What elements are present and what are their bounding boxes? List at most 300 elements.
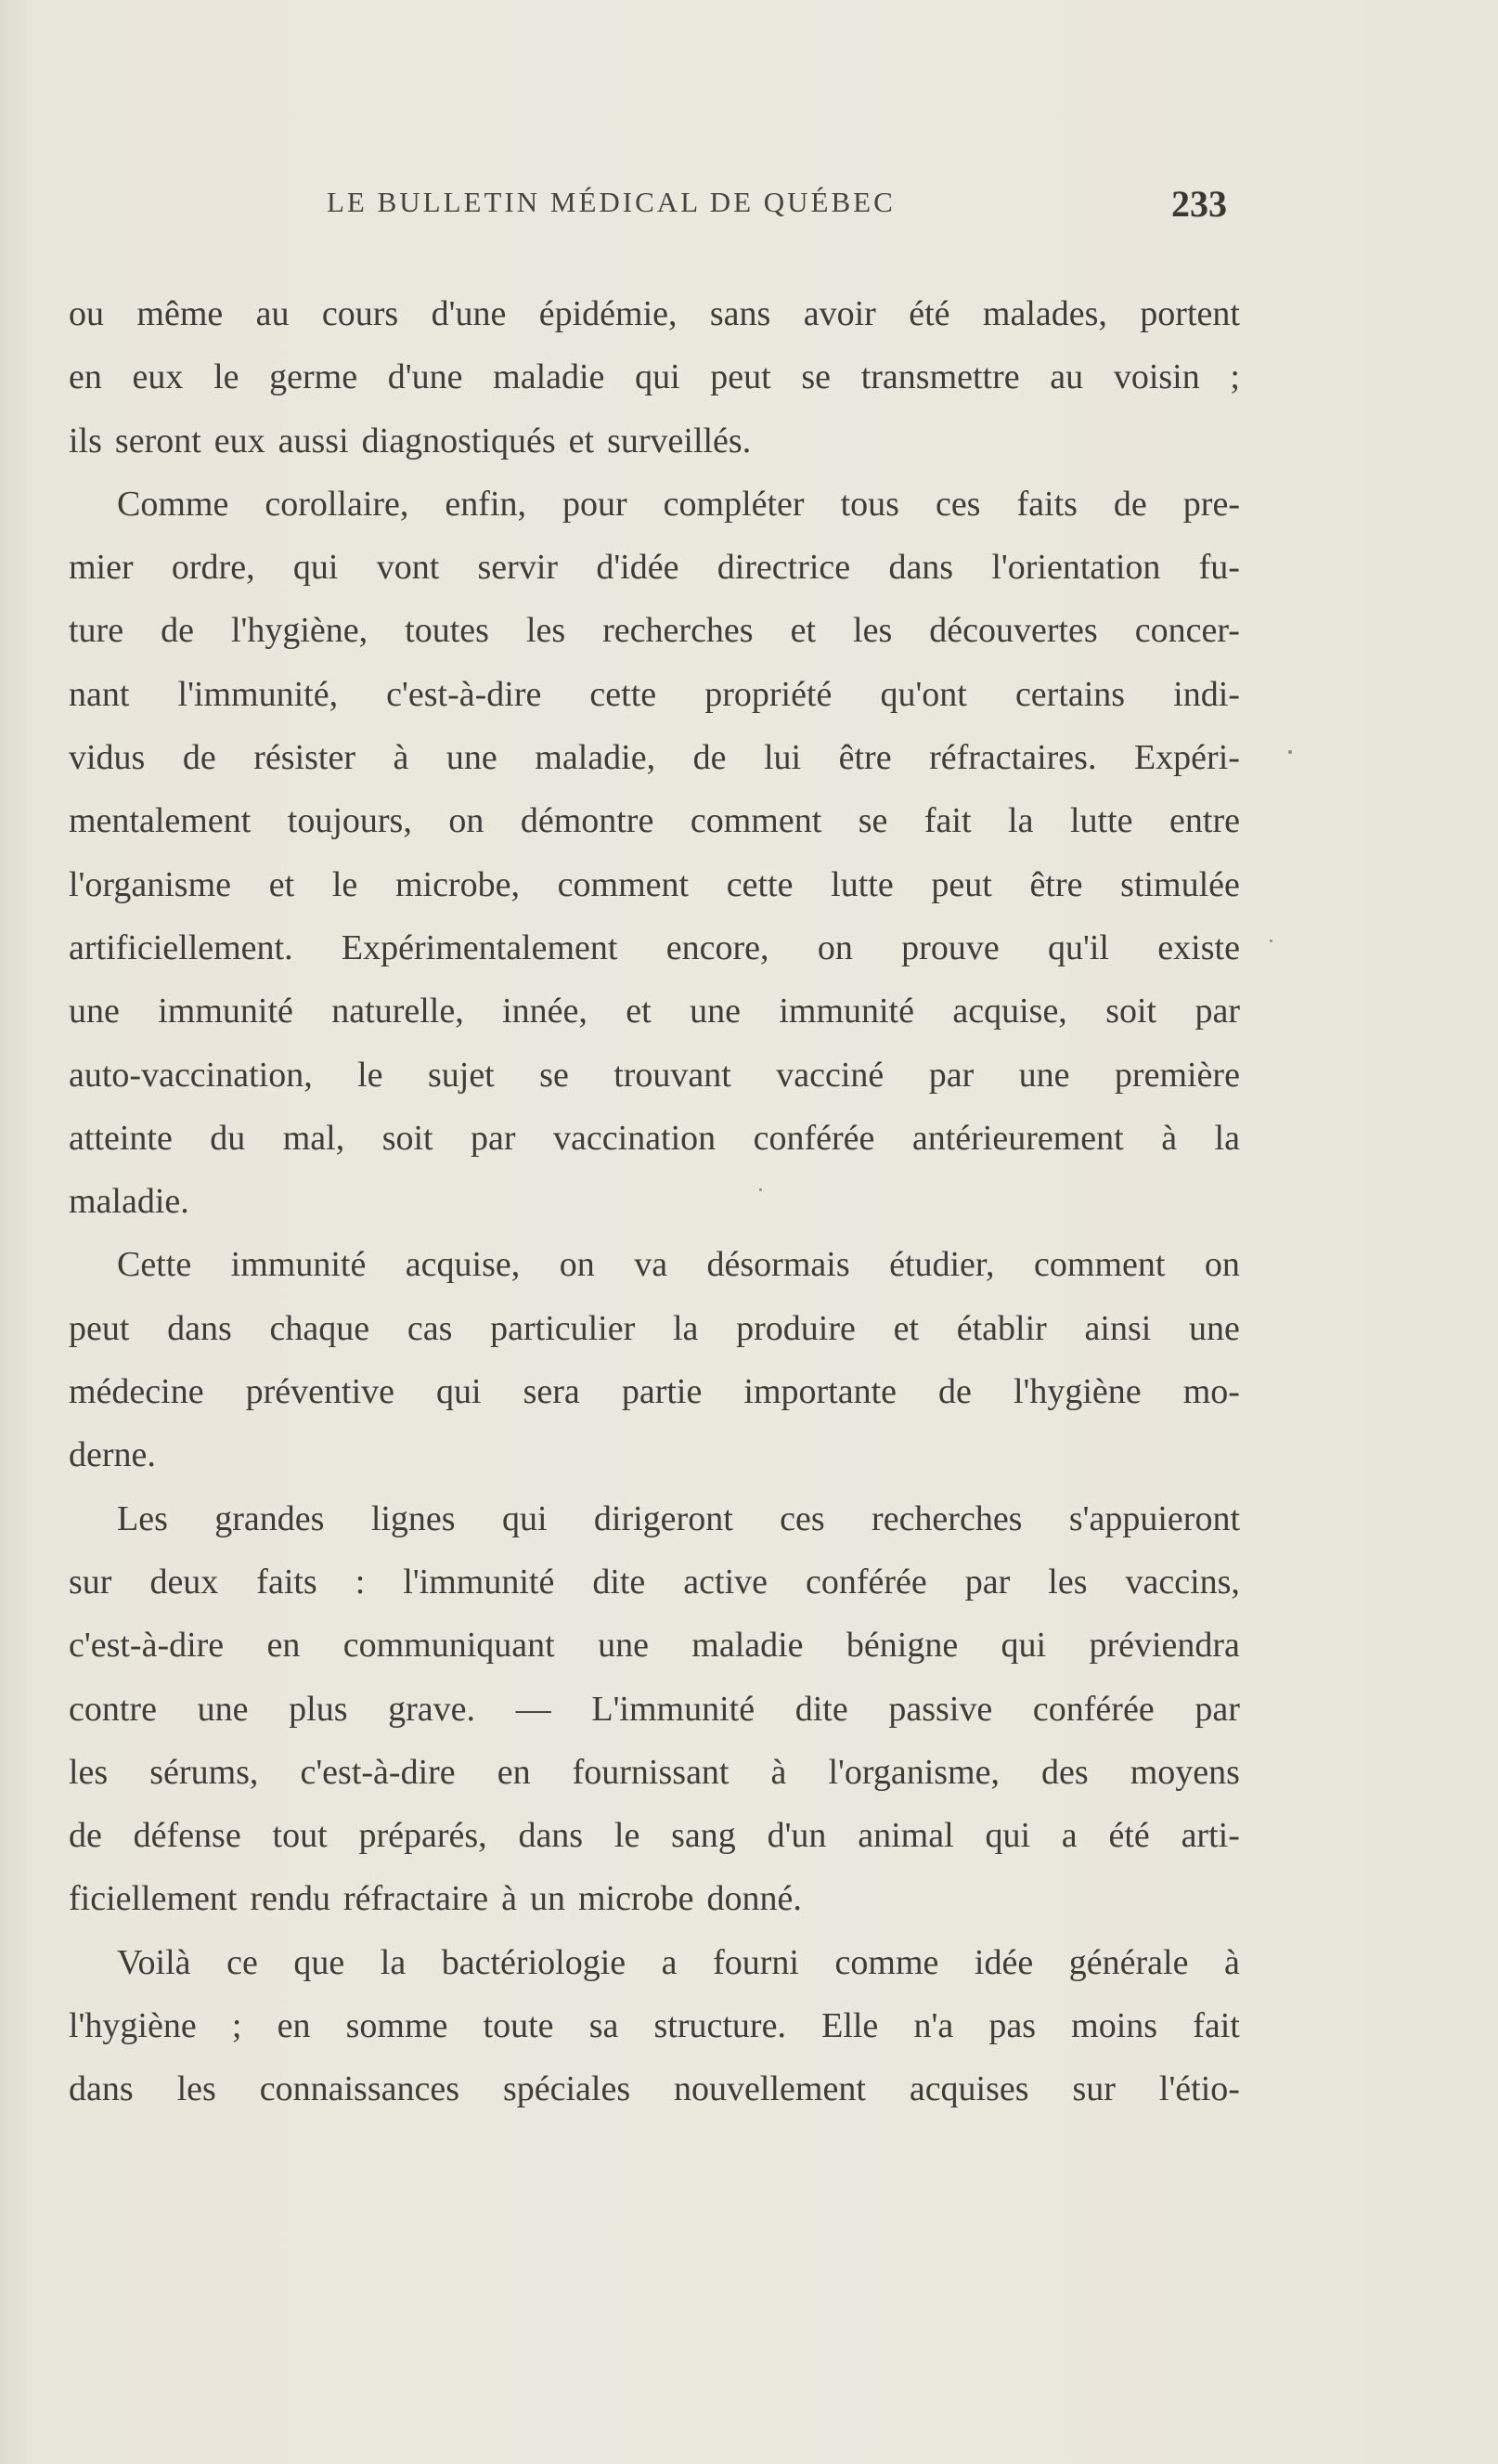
word: résister <box>253 738 355 778</box>
word: lignes <box>370 1498 456 1538</box>
text-line <box>69 853 1240 916</box>
word: Expéri- <box>1133 738 1240 778</box>
word: préventive <box>245 1372 394 1412</box>
paper-speck <box>1288 750 1292 754</box>
word: établir <box>956 1308 1047 1348</box>
word: à <box>770 1752 787 1792</box>
word: lui <box>763 738 802 778</box>
page-number: 233 <box>1171 183 1227 225</box>
text-line <box>69 1550 1240 1614</box>
word: stimulée <box>1120 864 1240 904</box>
word: fait <box>1193 2006 1240 2046</box>
word: animal <box>858 1816 954 1856</box>
word: microbe <box>577 1879 694 1919</box>
word: par <box>928 1055 975 1095</box>
word: l'organisme, <box>828 1752 1000 1792</box>
word: la <box>1214 1118 1240 1158</box>
word: le <box>213 357 239 397</box>
word: peut <box>69 1308 130 1348</box>
word: maladie, <box>535 738 656 778</box>
word: Expérimentalement <box>341 927 618 967</box>
word: connaissances <box>259 2069 460 2109</box>
word: rendu <box>250 1879 330 1919</box>
word: seront <box>114 421 201 460</box>
word: c'est-à-dire <box>386 674 542 714</box>
word: les <box>176 2069 216 2109</box>
text-line <box>69 282 1240 345</box>
word: prouve <box>901 927 1000 967</box>
word: auto-vaccination, <box>69 1055 313 1095</box>
word: une <box>1018 1055 1070 1095</box>
word: se <box>858 801 888 841</box>
word: c'est-à-dire <box>300 1752 456 1792</box>
word: transmettre <box>860 357 1020 397</box>
word: trouvant <box>613 1055 731 1095</box>
word: deux <box>149 1562 219 1602</box>
word: immunité <box>158 992 293 1031</box>
word: les <box>1048 1562 1088 1602</box>
word: soit <box>1105 992 1157 1031</box>
text-line <box>69 409 1240 473</box>
word: qui <box>436 1372 482 1412</box>
word: d'une <box>431 294 507 333</box>
word: on <box>817 927 853 967</box>
word: l'orientation <box>991 548 1161 588</box>
word: de <box>69 1816 102 1856</box>
word: avoir <box>803 294 876 333</box>
word: malades, <box>982 294 1107 333</box>
word: l'organisme <box>69 864 232 904</box>
word: ces <box>780 1498 825 1538</box>
word: ou <box>69 294 104 333</box>
word: conférée <box>753 1118 875 1158</box>
word: entre <box>1169 801 1240 841</box>
word: corollaire, <box>265 484 409 524</box>
word: certains <box>1014 674 1126 714</box>
text-line <box>69 1614 1240 1677</box>
word: partie <box>621 1372 703 1412</box>
word: en <box>69 357 102 397</box>
word: indi- <box>1173 674 1240 714</box>
word: à <box>1161 1118 1178 1158</box>
word: que <box>293 1942 345 1982</box>
word: lutte <box>1069 801 1133 841</box>
word: fourni <box>713 1942 799 1982</box>
word: atteinte <box>69 1118 173 1158</box>
word: germe <box>269 357 358 397</box>
word: démontre <box>520 801 654 841</box>
word: sur <box>1072 2069 1116 2109</box>
word: sur <box>69 1562 112 1602</box>
word: une <box>598 1626 649 1666</box>
text-line <box>69 1804 1240 1867</box>
word: tous <box>840 484 899 524</box>
word: et <box>268 864 295 904</box>
word: arti- <box>1181 1816 1240 1856</box>
word: : <box>355 1562 366 1602</box>
word: importante <box>743 1372 898 1412</box>
word: fu- <box>1198 548 1240 588</box>
word: le <box>613 1816 640 1856</box>
word: sang <box>671 1816 736 1856</box>
word: qui <box>985 1816 1030 1856</box>
word: dite <box>794 1689 848 1729</box>
paper-speck <box>759 1188 762 1191</box>
word: particulier <box>490 1308 636 1348</box>
text-line <box>69 979 1240 1043</box>
word: pas <box>988 2006 1036 2046</box>
word: à <box>1224 1942 1240 1982</box>
word: du <box>210 1118 246 1158</box>
word: on <box>448 801 484 841</box>
word: d'une <box>387 357 463 397</box>
word: structure. <box>653 2006 786 2046</box>
word: dans <box>69 2069 134 2109</box>
word: bactériologie <box>441 1942 626 1982</box>
word: lutte <box>831 864 894 904</box>
word: à <box>393 738 409 778</box>
word: faits <box>1016 484 1078 524</box>
word: concer- <box>1134 611 1240 651</box>
word: le <box>331 864 358 904</box>
word: derne. <box>69 1435 156 1475</box>
word: dans <box>167 1308 232 1348</box>
text-line <box>69 1678 1240 1741</box>
word: toute <box>483 2006 554 2046</box>
word: de <box>1113 484 1147 524</box>
text-line <box>69 1487 1240 1550</box>
text-line <box>69 1994 1240 2057</box>
text-line <box>69 473 1240 536</box>
word: découvertes <box>929 611 1098 651</box>
word: comment <box>557 864 690 904</box>
word: préparés, <box>358 1816 487 1856</box>
word: toutes <box>405 611 489 651</box>
word: mal, <box>282 1118 345 1158</box>
word: nouvellement <box>674 2069 866 2109</box>
word: nant <box>69 674 130 714</box>
word: portent <box>1140 294 1240 333</box>
word: être <box>1029 864 1083 904</box>
word: par <box>1195 992 1240 1031</box>
text-line <box>69 726 1240 789</box>
word: ces <box>935 484 981 524</box>
word: surveillés. <box>607 421 752 460</box>
word: sera <box>523 1372 580 1412</box>
word: de <box>692 738 727 778</box>
text-line <box>69 1044 1240 1107</box>
running-title: LE BULLETIN MÉDICAL DE QUÉBEC <box>327 186 896 218</box>
word: Voilà <box>117 1942 191 1982</box>
word: ture <box>69 611 124 651</box>
word: peut <box>710 357 771 397</box>
word: naturelle, <box>331 992 464 1031</box>
word: la <box>1008 801 1034 841</box>
word: Les <box>117 1498 168 1538</box>
text-line <box>69 1360 1240 1423</box>
text-line <box>69 789 1240 852</box>
word: et <box>626 992 652 1031</box>
word: et <box>568 421 595 460</box>
word: réfractaires. <box>929 738 1097 778</box>
word: en <box>266 1626 301 1666</box>
word: préviendra <box>1089 1626 1240 1666</box>
text-line <box>69 1297 1240 1360</box>
word: on <box>1204 1245 1240 1285</box>
word: l'étio- <box>1158 2069 1240 2109</box>
word: ; <box>231 2006 242 2046</box>
word: contre <box>69 1689 157 1729</box>
word: moyens <box>1130 1752 1240 1792</box>
word: peut <box>931 864 992 904</box>
word: antérieurement <box>911 1118 1124 1158</box>
word: grandes <box>214 1498 325 1538</box>
word: aussi <box>278 421 349 460</box>
word: grave. <box>388 1689 476 1729</box>
word: d'idée <box>596 548 679 588</box>
body-text <box>69 282 1240 2121</box>
word: immunité <box>779 992 914 1031</box>
word: dans <box>518 1816 584 1856</box>
word: les <box>853 611 893 651</box>
word: spéciales <box>502 2069 631 2109</box>
word: chaque <box>269 1308 370 1348</box>
word: bénigne <box>846 1626 959 1666</box>
word: l'hygiène <box>1013 1372 1142 1412</box>
word: et <box>893 1308 920 1348</box>
word: compléter <box>663 484 805 524</box>
word: de <box>161 611 194 651</box>
word: cas <box>407 1308 453 1348</box>
word: moins <box>1071 2006 1158 2046</box>
text-line <box>69 1233 1240 1296</box>
word: une <box>69 992 120 1031</box>
word: mier <box>69 548 134 588</box>
word: soit <box>381 1118 433 1158</box>
word: va <box>634 1245 668 1285</box>
word: par <box>471 1118 516 1158</box>
word: s'appuieront <box>1068 1498 1240 1538</box>
word: un <box>529 1879 565 1919</box>
word: qui <box>292 548 339 588</box>
word: se <box>801 357 832 397</box>
word: communiquant <box>342 1626 555 1666</box>
word: par <box>964 1562 1011 1602</box>
word: acquise, <box>952 992 1067 1031</box>
word: ce <box>226 1942 258 1982</box>
word: mo- <box>1182 1372 1240 1412</box>
word: sérums, <box>149 1752 259 1792</box>
word: défense <box>133 1816 241 1856</box>
word: été <box>909 294 950 333</box>
text-line <box>69 599 1240 662</box>
word: maladie. <box>69 1182 189 1222</box>
word: au <box>255 294 290 333</box>
word: ; <box>1230 357 1240 397</box>
word: de <box>938 1372 972 1412</box>
word: voisin <box>1113 357 1200 397</box>
word: n'a <box>913 2006 954 2046</box>
word: été <box>1108 1816 1150 1856</box>
text-line <box>69 345 1240 409</box>
word: de <box>182 738 216 778</box>
word: ils <box>69 421 102 460</box>
word: médecine <box>69 1372 204 1412</box>
word: a <box>661 1942 678 1982</box>
word: maladie <box>493 357 605 397</box>
text-line <box>69 916 1240 979</box>
word: somme <box>345 2006 448 2046</box>
page-header <box>0 182 1498 228</box>
word: les <box>69 1752 109 1792</box>
word: servir <box>477 548 559 588</box>
word: on <box>559 1245 595 1285</box>
word: la <box>672 1308 699 1348</box>
word: immunité <box>230 1245 367 1285</box>
word: étudier, <box>889 1245 995 1285</box>
word: des <box>1041 1752 1089 1792</box>
word: vont <box>376 548 440 588</box>
word: c'est-à-dire <box>69 1626 225 1666</box>
word: enfin, <box>445 484 526 524</box>
word: — <box>515 1689 551 1729</box>
word: recherches <box>602 611 754 651</box>
word: sujet <box>427 1055 495 1095</box>
word: réfractaire <box>343 1879 489 1919</box>
word: être <box>838 738 892 778</box>
word: toujours, <box>287 801 412 841</box>
word: passive <box>888 1689 993 1729</box>
word: ordre, <box>171 548 255 588</box>
word: qui <box>635 357 680 397</box>
word: qu'il <box>1048 927 1109 967</box>
word: dirigeront <box>593 1498 733 1538</box>
word: vidus <box>69 738 146 778</box>
word: cours <box>321 294 399 333</box>
word: dite <box>592 1562 646 1602</box>
word: l'hygiène, <box>230 611 368 651</box>
word: comme <box>834 1942 939 1982</box>
word: fournissant <box>572 1752 730 1792</box>
word: en <box>497 1752 531 1792</box>
word: l'hygiène <box>69 2006 197 2046</box>
word: recherches <box>872 1498 1023 1538</box>
word: en <box>277 2006 311 2046</box>
text-line <box>69 1867 1240 1930</box>
word: au <box>1050 357 1084 397</box>
word: dans <box>888 548 954 588</box>
text-line <box>69 1170 1240 1233</box>
text-line <box>69 1423 1240 1486</box>
word: l'immunité <box>403 1562 555 1602</box>
word: première <box>1114 1055 1240 1095</box>
word: qui <box>501 1498 548 1538</box>
word: eux <box>213 421 265 460</box>
word: comment <box>1034 1245 1166 1285</box>
word: diagnostiqués <box>361 421 556 460</box>
word: cette <box>589 674 657 714</box>
word: épidémie, <box>538 294 678 333</box>
word: eux <box>132 357 184 397</box>
word: même <box>136 294 224 333</box>
word: vaccins, <box>1125 1562 1240 1602</box>
word: comment <box>690 801 822 841</box>
word: désormais <box>706 1245 850 1285</box>
word: artificiellement. <box>69 927 293 967</box>
word: donné. <box>706 1879 802 1919</box>
word: ainsi <box>1084 1308 1152 1348</box>
word: ficiellement <box>69 1879 238 1919</box>
word: une <box>197 1689 249 1729</box>
word: qu'ont <box>880 674 967 714</box>
word: d'un <box>767 1816 827 1856</box>
word: une <box>1189 1308 1240 1348</box>
word: l'immunité, <box>177 674 339 714</box>
word: mentalement <box>69 801 252 841</box>
text-line <box>69 663 1240 726</box>
word: pour <box>562 484 627 524</box>
word: et <box>790 611 817 651</box>
word: a <box>1061 1816 1078 1856</box>
text-line <box>69 1107 1240 1170</box>
word: Cette <box>117 1245 192 1285</box>
word: acquise, <box>405 1245 521 1285</box>
word: faits <box>256 1562 317 1602</box>
word: plus <box>289 1689 348 1729</box>
word: par <box>1195 1689 1240 1729</box>
word: sa <box>588 2006 619 2046</box>
word: maladie <box>691 1626 804 1666</box>
word: produire <box>736 1308 856 1348</box>
word: propriété <box>704 674 833 714</box>
word: vaccination <box>553 1118 717 1158</box>
word: le <box>357 1055 383 1095</box>
paper-speck <box>1270 940 1272 942</box>
word: qui <box>1001 1626 1047 1666</box>
word: pre- <box>1182 484 1240 524</box>
word: générale <box>1068 1942 1189 1982</box>
word: une <box>690 992 741 1031</box>
word: innée, <box>502 992 588 1031</box>
word: conférée <box>805 1562 927 1602</box>
word: conférée <box>1032 1689 1155 1729</box>
word: directrice <box>717 548 851 588</box>
word: la <box>380 1942 407 1982</box>
word: Elle <box>821 2006 879 2046</box>
word: vacciné <box>776 1055 885 1095</box>
word: active <box>683 1562 768 1602</box>
word: fait <box>923 801 972 841</box>
text-line <box>69 2057 1240 2120</box>
word: cette <box>726 864 794 904</box>
word: idée <box>974 1942 1034 1982</box>
word: à <box>501 1879 517 1919</box>
word: tout <box>272 1816 328 1856</box>
word: L'immunité <box>591 1689 755 1729</box>
word: encore, <box>665 927 769 967</box>
text-line <box>69 1931 1240 1994</box>
word: les <box>525 611 566 651</box>
word: acquises <box>909 2069 1029 2109</box>
text-line <box>69 536 1240 599</box>
word: microbe, <box>394 864 520 904</box>
word: se <box>539 1055 569 1095</box>
word: une <box>446 738 497 778</box>
word: existe <box>1157 927 1240 967</box>
word: sans <box>709 294 771 333</box>
word: Comme <box>117 484 229 524</box>
text-line <box>69 1741 1240 1804</box>
